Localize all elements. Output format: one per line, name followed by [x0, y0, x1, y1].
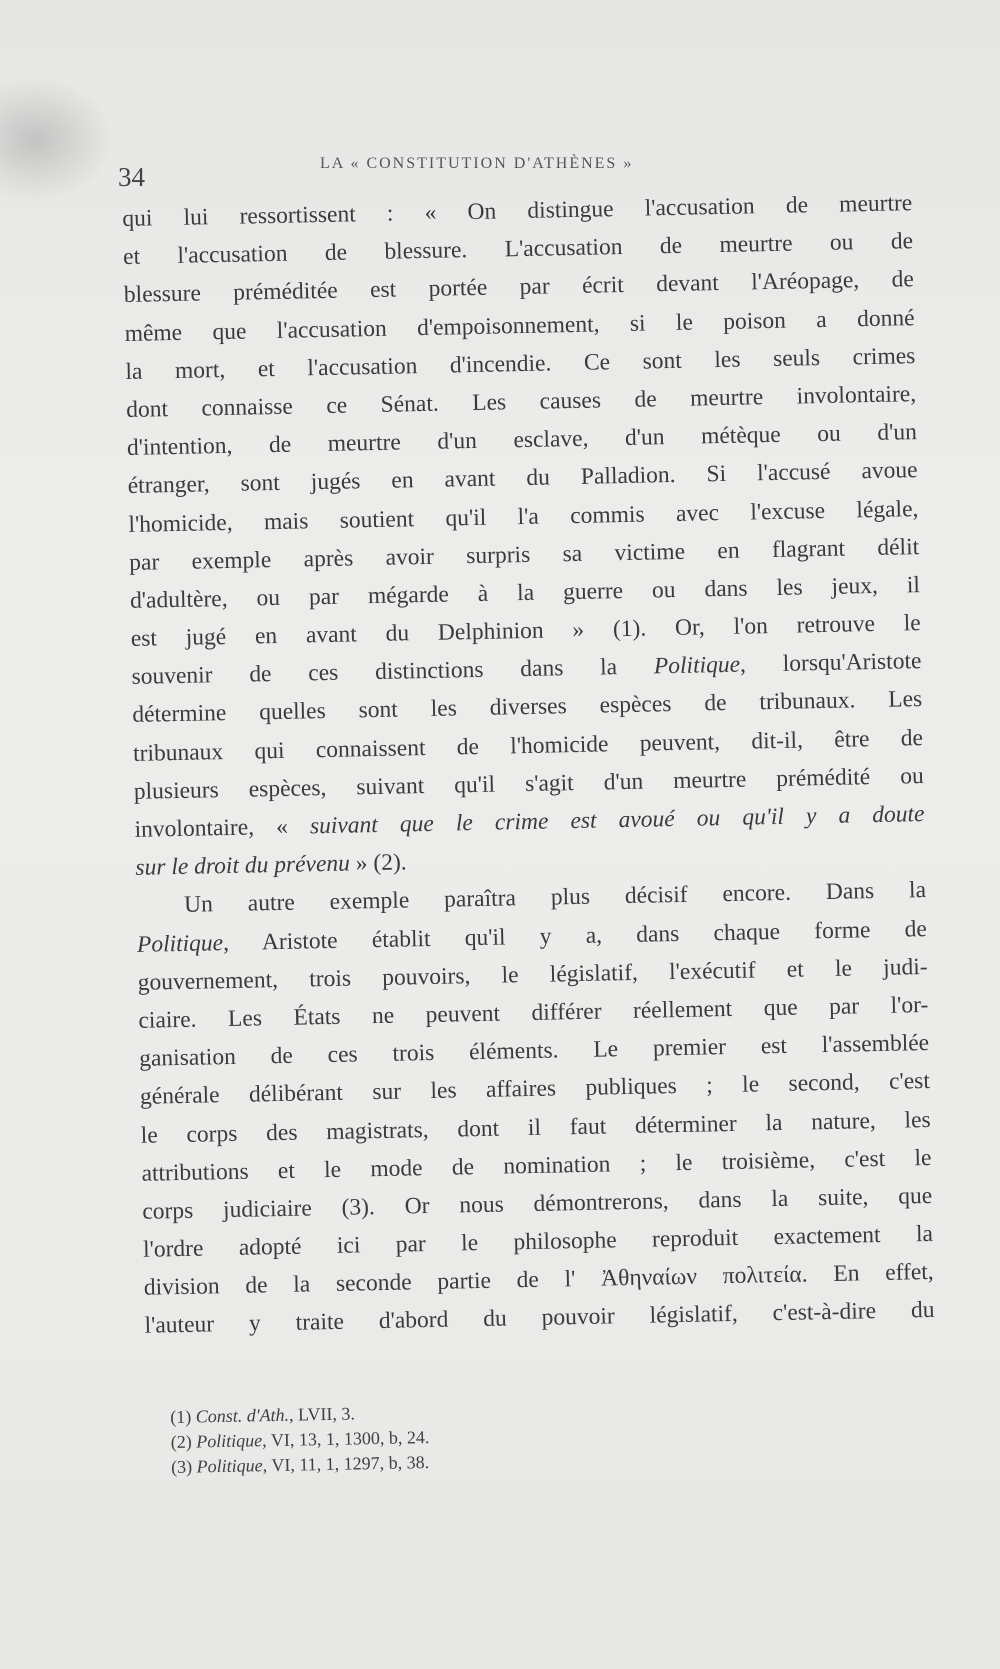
text-line: ganisation de ces trois éléments. Le premier est l'assemblée [138, 1030, 930, 1072]
text-line: corps judiciaire (3). Or nous démontrerons, dans la suite, que [142, 1182, 933, 1225]
text-line: qui lui ressortissent : « On distingue l'accusation de meurtre [122, 190, 913, 232]
footnote-ref: Const. d'Ath. [195, 1404, 290, 1427]
page-stain [0, 80, 110, 200]
text-line: tribunaux qui connaissent de l'homicide peuvent, dit-il, être de [132, 724, 924, 767]
text-line: gouvernement, trois pouvoirs, le législatif, l'exécutif et le judi- [137, 953, 928, 996]
text-line: la mort, et l'accusation d'incendie. Ce sont les seuls crimes [125, 342, 916, 385]
text-line: division de la seconde partie de l' Ἀθηναίων πολιτεία. En effet, [143, 1259, 934, 1302]
footnote-text: , LVII, 3. [288, 1403, 356, 1425]
page-number: 34 [118, 162, 145, 192]
text-line: d'adultère, ou par mégarde à la guerre ou dans les jeux, il [129, 571, 921, 614]
body-text [122, 184, 935, 1345]
footnote-ref: Politique [196, 1430, 263, 1452]
text-line: l'ordre adopté ici par le philosophe reproduit exactement la [142, 1220, 934, 1263]
text-line: ciaire. Les États ne peuvent différer réellement que par l'or- [138, 991, 929, 1034]
text-span: » (2). [349, 849, 407, 877]
text-line: et l'accusation de blessure. L'accusation de meurtre ou de [122, 228, 914, 271]
italic-title: Politique [136, 929, 224, 958]
footnotes [170, 1400, 430, 1480]
text-span: involontaire, « [134, 813, 311, 843]
text-line: le corps des magistrats, dont il faut déterminer la nature, les [140, 1106, 931, 1149]
footnote-number: (3) [170, 1456, 197, 1477]
text-line: plusieurs espèces, suivant qu'il s'agit d'un meurtre prémédité ou [133, 762, 924, 805]
running-head: LA « CONSTITUTION D'ATHÈNES » [320, 155, 634, 172]
text-line: est jugé en avant du Delphinion » (1). Or, l'on retrouve le [130, 610, 921, 652]
text-span: , Aristote établit qu'il y a, dans chaque forme de [222, 915, 928, 956]
text-line: l'auteur y traite d'abord du pouvoir législatif, c'est-à-dire du [144, 1297, 935, 1340]
italic-title: Politique [653, 651, 741, 680]
italic-quote: suivant que le crime est avoué ou qu'il y a doute [309, 801, 925, 840]
text-line: l'homicide, mais soutient qu'il l'a commis avec l'excuse légale, [128, 495, 919, 538]
footnote-number: (2) [170, 1431, 197, 1452]
paragraph-start-line: Un autre exemple paraîtra plus décisif encore. Dans la [183, 877, 927, 919]
text-line: détermine quelles sont les diverses espèces de tribunaux. Les [132, 686, 923, 729]
footnote-ref: Politique [196, 1455, 263, 1477]
footnote-text: , VI, 13, 1, 1300, b, 24. [262, 1427, 430, 1451]
text-line: même que l'accusation d'empoisonnement, si le poison a donné [124, 304, 915, 347]
text-line: d'intention, de meurtre d'un esclave, d'un métèque ou d'un [126, 419, 918, 462]
text-line: générale délibérant sur les affaires publiques ; le second, c'est [139, 1068, 931, 1111]
text-line: par exemple après avoir surpris sa victime en flagrant délit [129, 533, 920, 576]
text-span: souvenir de ces distinctions dans la [131, 653, 655, 691]
text-span: , lorsqu'Aristote [739, 648, 922, 678]
text-line: blessure préméditée est portée par écrit devant l'Aréopage, de [123, 266, 915, 309]
footnote-text: , VI, 11, 1, 1297, b, 38. [262, 1452, 430, 1476]
italic-quote: sur le droit du prévenu [135, 850, 351, 882]
text-line: dont connaisse ce Sénat. Les causes de meurtre involontaire, [125, 381, 917, 423]
footnote-number: (1) [170, 1406, 196, 1427]
text-line: étranger, sont jugés en avant du Palladion. Si l'accusé avoue [127, 457, 918, 500]
footnote [171, 1450, 430, 1480]
text-line: attributions et le mode de nomination ; le troisième, c'est le [141, 1144, 932, 1187]
